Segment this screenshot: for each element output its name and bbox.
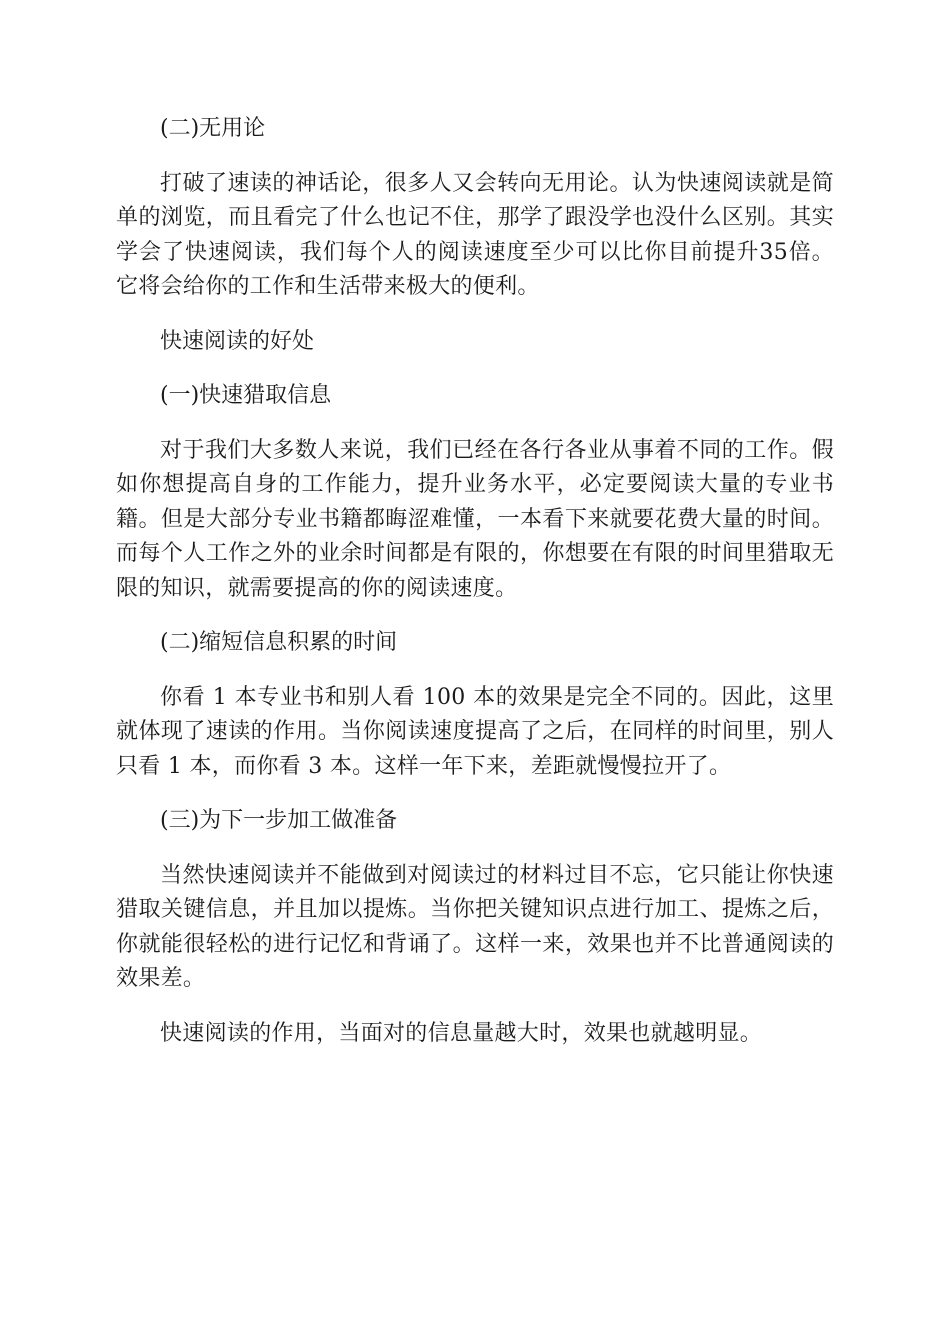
paragraph-fast-info: 对于我们大多数人来说，我们已经在各行各业从事着不同的工作。假如你想提高自身的工作能力，提升业务水平，必定要阅读大量的专业书籍。但是大部分专业书籍都晦涩难懂，一本看下来就要花费大量的时间。而每个人工作之外的业余时间都是有限的，你想要在有限的时间里猎取无限的知识，就需要提高的你的阅读速度。 — [116, 437, 834, 601]
section-heading-useless-theory: (二)无用论 — [160, 116, 266, 141]
section-heading-fast-info: (一)快速猎取信息 — [160, 383, 332, 408]
document-page — [116, 112, 834, 1071]
section-heading-shorten-time: (二)缩短信息积累的时间 — [160, 630, 398, 655]
paragraph-preparation: 当然快速阅读并不能做到对阅读过的材料过目不忘，它只能让你快速猎取关键信息，并且加以提炼。当你把关键知识点进行加工、提炼之后，你就能很轻松的进行记忆和背诵了。这样一来，效果也并不比普通阅读的效果差。 — [116, 862, 834, 991]
paragraph-conclusion: 快速阅读的作用，当面对的信息量越大时，效果也就越明显。 — [160, 1020, 763, 1046]
section-heading-benefits: 快速阅读的好处 — [160, 328, 315, 354]
section-heading-preparation: (三)为下一步加工做准备 — [160, 808, 398, 833]
paragraph-useless-theory: 打破了速读的神话论，很多人又会转向无用论。认为快速阅读就是简单的浏览，而且看完了什么也记不住，那学了跟没学也没什么区别。其实学会了快速阅读，我们每个人的阅读速度至少可以比你目前提升35倍。它将会给你的工作和生活带来极大的便利。 — [116, 170, 834, 299]
paragraph-shorten-time: 你看 1 本专业书和别人看 100 本的效果是完全不同的。因此，这里就体现了速读的作用。当你阅读速度提高了之后，在同样的时间里，别人只看 1 本，而你看 3 本。这样一年下来，差距就慢慢拉开了。 — [116, 684, 834, 779]
